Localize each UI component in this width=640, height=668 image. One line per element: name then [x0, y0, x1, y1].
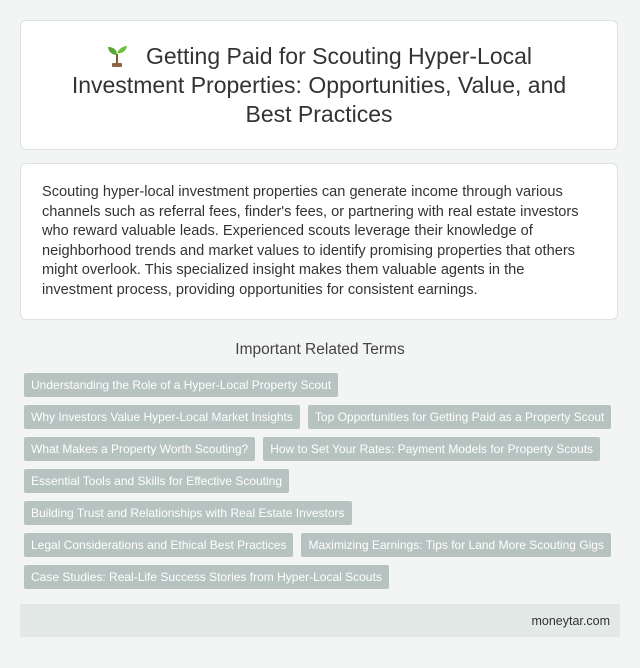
- page-title: [21, 42, 617, 129]
- term-chip[interactable]: Top Opportunities for Getting Paid as a Property Scout: [308, 405, 612, 429]
- chip-row: [24, 469, 624, 493]
- related-terms-list: [24, 373, 624, 597]
- term-chip[interactable]: Legal Considerations and Ethical Best Practices: [24, 533, 293, 557]
- chip-row: [24, 373, 624, 397]
- page-title-text: Getting Paid for Scouting Hyper-Local Investment Properties: Opportunities, Value, and Best Practices: [71, 42, 567, 127]
- term-chip[interactable]: Building Trust and Relationships with Real Estate Investors: [24, 501, 352, 525]
- term-chip[interactable]: Case Studies: Real-Life Success Stories from Hyper-Local Scouts: [24, 565, 389, 589]
- sprout-icon: [106, 43, 128, 67]
- summary-card: [20, 163, 618, 320]
- chip-row: [24, 437, 624, 461]
- related-terms-heading: Important Related Terms: [235, 341, 405, 358]
- chip-row: [24, 565, 624, 589]
- term-chip[interactable]: Maximizing Earnings: Tips for Land More Scouting Gigs: [301, 533, 610, 557]
- term-chip[interactable]: How to Set Your Rates: Payment Models for Property Scouts: [263, 437, 600, 461]
- footer-brand[interactable]: moneytar.com: [531, 613, 610, 628]
- chip-row: [24, 405, 624, 429]
- chip-row: [24, 501, 624, 525]
- term-chip[interactable]: Understanding the Role of a Hyper-Local Property Scout: [24, 373, 338, 397]
- summary-text: Scouting hyper-local investment properties can generate income through various channels such as referral fees, finder's fees, or partnering with real estate investors who reward valuable leads. Experienced scouts leverage their knowledge of neighborhood trends and market values to identify promising properties that others might overlook. This specialized insight makes them valuable agents in the investment process, providing opportunities for consistent earnings.: [42, 184, 579, 298]
- term-chip[interactable]: What Makes a Property Worth Scouting?: [24, 437, 255, 461]
- term-chip[interactable]: Why Investors Value Hyper-Local Market Insights: [24, 405, 300, 429]
- footer: [20, 604, 620, 637]
- title-card: [20, 20, 618, 150]
- term-chip[interactable]: Essential Tools and Skills for Effective Scouting: [24, 469, 289, 493]
- chip-row: [24, 533, 624, 557]
